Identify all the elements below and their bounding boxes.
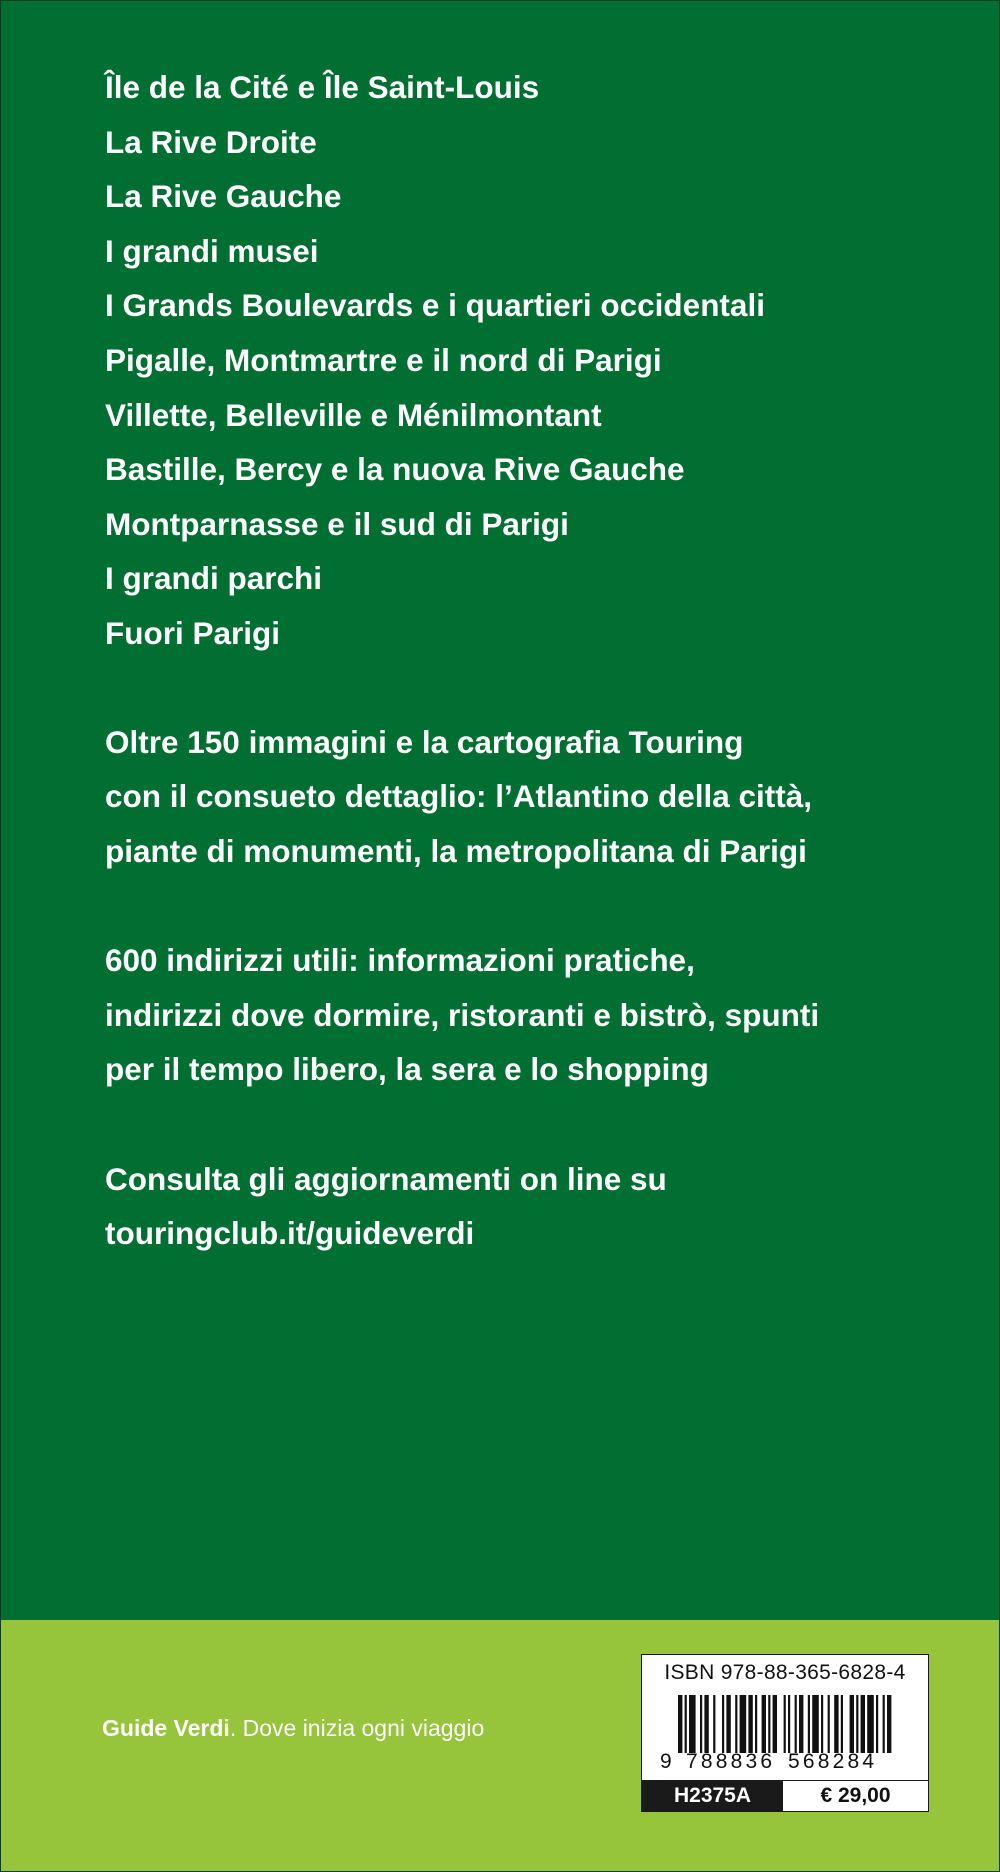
barcode-bar xyxy=(856,1695,858,1753)
paragraph-line: piante di monumenti, la metropolitana di Parigi xyxy=(105,832,807,869)
chapter-item: Villette, Belleville e Ménilmontant xyxy=(105,396,602,433)
chapter-item: Bastille, Bercy e la nuova Rive Gauche xyxy=(105,451,685,488)
barcode-bar xyxy=(834,1695,838,1753)
paragraph-line: Consulta gli aggiornamenti on line su xyxy=(105,1160,667,1197)
chapter-item: La Rive Gauche xyxy=(105,178,342,215)
updates-paragraph xyxy=(105,1152,965,1261)
paragraph-line: 600 indirizzi utili: informazioni pratiche, xyxy=(105,942,695,979)
brand-name: Guide Verdi xyxy=(102,1715,230,1741)
chapter-item: Île de la Cité e Île Saint-Louis xyxy=(105,69,540,105)
barcode-bar xyxy=(685,1695,687,1753)
paragraph-line: per il tempo libero, la sera e lo shopping xyxy=(105,1051,709,1088)
barcode-bar xyxy=(678,1695,682,1753)
chapter-item: Pigalle, Montmartre e il nord di Parigi xyxy=(105,341,662,378)
paragraph-line: Oltre 150 immagini e la cartografia Touring xyxy=(105,723,744,760)
barcode-bar xyxy=(704,1695,708,1753)
barcode-bar xyxy=(762,1695,766,1753)
barcode-bar xyxy=(773,1695,777,1753)
chapter-item: I grandi parchi xyxy=(105,560,323,597)
barcode-bar xyxy=(768,1695,770,1753)
barcode-bar xyxy=(722,1695,724,1753)
barcode-bar xyxy=(726,1695,730,1753)
barcode-bar xyxy=(828,1695,830,1753)
barcode-bar xyxy=(799,1695,803,1753)
paragraph-line: con il consueto dettaglio: l’Atlantino della città, xyxy=(105,778,813,815)
addresses-paragraph xyxy=(105,933,965,1097)
footer-band xyxy=(0,1620,1000,1872)
product-code: H2375A xyxy=(642,1781,783,1811)
barcode-bar xyxy=(689,1695,696,1753)
isbn-label: ISBN 978-88-365-6828-4 xyxy=(664,1661,906,1684)
barcode-bar xyxy=(808,1695,810,1753)
chapter-item: I grandi musei xyxy=(105,232,319,269)
chapter-list xyxy=(105,60,965,661)
barcode-icon xyxy=(678,1695,894,1753)
barcode-bar xyxy=(850,1695,854,1753)
barcode-bar xyxy=(821,1695,823,1753)
images-paragraph xyxy=(105,715,965,879)
chapter-item: Fuori Parigi xyxy=(105,614,281,651)
barcode-bar xyxy=(755,1695,757,1753)
barcode-bar xyxy=(748,1695,752,1753)
barcode-bar xyxy=(812,1695,819,1753)
barcode-bar xyxy=(841,1695,843,1753)
barcode-bar xyxy=(795,1695,797,1753)
tagline: . Dove inizia ogni viaggio xyxy=(229,1715,485,1741)
website-url: touringclub.it/guideverdi xyxy=(105,1215,475,1252)
price: € 29,00 xyxy=(820,1784,891,1807)
barcode-bar xyxy=(784,1695,786,1753)
slogan xyxy=(102,1713,484,1743)
barcode-digit-group: 788836 xyxy=(686,1750,776,1773)
barcode-bar xyxy=(713,1695,715,1753)
chapter-item: Montparnasse e il sud di Parigi xyxy=(105,505,569,542)
barcode-bar xyxy=(876,1695,878,1753)
isbn-barcode-box xyxy=(641,1654,929,1782)
cover-content xyxy=(105,60,965,1261)
price-strip xyxy=(641,1780,929,1812)
barcode-bar xyxy=(861,1695,865,1753)
chapter-item: La Rive Droite xyxy=(105,123,317,160)
barcode-lead-digit: 9 xyxy=(660,1750,672,1773)
barcode-bar xyxy=(788,1695,790,1753)
barcode-bar xyxy=(740,1695,747,1753)
barcode-bar xyxy=(883,1695,885,1753)
paragraph-line: indirizzi dove dormire, ristoranti e bistrò, spunti xyxy=(105,996,820,1033)
barcode-bar xyxy=(887,1695,891,1753)
barcode-digit-group: 568284 xyxy=(788,1750,878,1773)
chapter-item: I Grands Boulevards e i quartieri occidentali xyxy=(105,287,765,324)
barcode-bar xyxy=(735,1695,737,1753)
barcode-bar xyxy=(700,1695,702,1753)
barcode-bar xyxy=(867,1695,874,1753)
